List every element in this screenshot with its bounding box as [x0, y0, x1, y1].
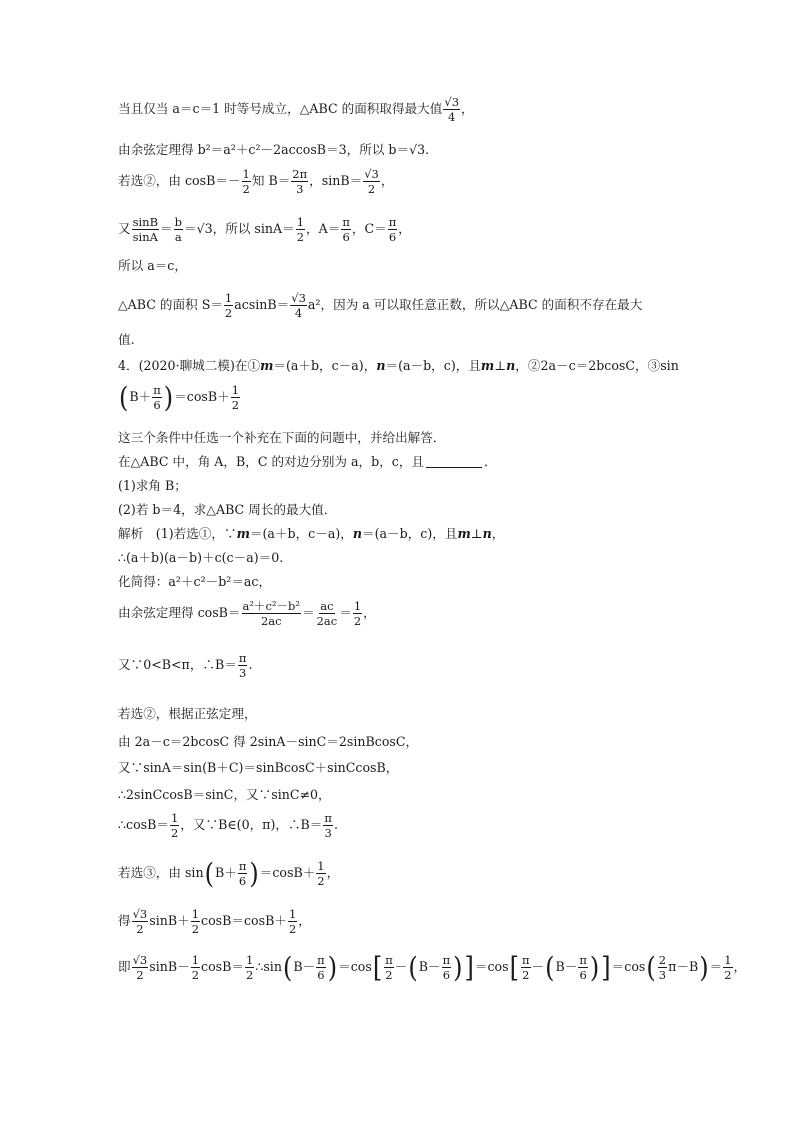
- text-segment: ＝(a－b，c)，且: [385, 358, 481, 373]
- text-segment: ＝: [339, 605, 352, 621]
- fraction-denominator: 2: [224, 306, 233, 321]
- text-segment: ，: [380, 173, 394, 189]
- fraction: [132, 908, 149, 935]
- text-line: [118, 96, 474, 123]
- fraction-numerator: π: [579, 953, 587, 967]
- fraction-numerator: 1: [224, 291, 233, 305]
- text-segment: sinB－: [149, 959, 190, 975]
- text-line: [118, 144, 429, 157]
- text-segment: ＝(a＋b，c－a)，: [249, 526, 353, 541]
- fraction-denominator: 2: [353, 614, 362, 629]
- left-paren: (: [646, 951, 656, 984]
- vector-symbol: n: [506, 358, 516, 373]
- fraction: [578, 954, 588, 981]
- fraction: [242, 168, 251, 195]
- text-segment: ，: [491, 526, 505, 541]
- text-line: [118, 951, 747, 984]
- fraction-numerator: π: [342, 215, 350, 229]
- left-paren: (: [204, 857, 214, 890]
- text-segment: ∴(a＋b)(a－b)＋c(c－a)＝0.: [118, 550, 284, 565]
- fraction: [296, 216, 305, 243]
- text-segment: 4．(2020·聊城二模)在①: [118, 358, 261, 373]
- fraction-numerator: π: [385, 953, 393, 967]
- text-segment: 若选②，由 cosB＝－: [118, 173, 241, 189]
- fraction-denominator: 2: [296, 230, 305, 245]
- left-paren: (: [119, 381, 129, 414]
- text-line: [118, 789, 331, 802]
- fraction-numerator: sinB: [132, 215, 159, 229]
- text-segment: ⊥: [470, 526, 483, 541]
- text-segment: ，: [398, 221, 411, 237]
- text-line: [118, 812, 338, 839]
- fraction: [170, 812, 179, 839]
- fraction-numerator: π: [442, 953, 451, 967]
- text-segment: ，: [363, 605, 376, 621]
- fraction-numerator: π: [388, 215, 397, 229]
- fraction-denominator: 6: [579, 968, 587, 983]
- fraction: [231, 384, 240, 411]
- fraction-denominator: 2: [385, 968, 393, 983]
- text-line: [118, 456, 497, 469]
- fraction-numerator: √3: [132, 907, 148, 921]
- text-segment: 知 B＝: [251, 173, 291, 189]
- text-segment: 又∵sinA＝sin(B＋C)＝sinBcosC＋sinCcosB，: [118, 760, 399, 775]
- left-paren: (: [408, 951, 418, 984]
- fraction: [341, 216, 351, 243]
- text-segment: 由余弦定理得 cosB＝: [118, 605, 241, 621]
- fraction-numerator: ac: [320, 599, 334, 613]
- left-bracket: [: [509, 951, 519, 984]
- text-segment: ，: [461, 101, 474, 117]
- text-segment: ．: [484, 454, 497, 469]
- text-segment: acsinB＝: [234, 297, 290, 313]
- text-segment: 在△ABC 中，角 A，B，C 的对边分别为 a，b，c，且: [118, 454, 425, 469]
- fraction-numerator: 1: [191, 907, 200, 921]
- text-segment: ＝√3，所以 sinA＝: [184, 221, 295, 237]
- fraction-denominator: 2: [317, 874, 325, 889]
- fraction-denominator: 2: [522, 968, 530, 983]
- fraction-denominator: 2: [367, 182, 376, 197]
- fraction-numerator: 2: [658, 953, 667, 967]
- text-line: [118, 528, 504, 541]
- text-segment: ，②2a－c＝2bcosC，③sin: [515, 358, 679, 373]
- fraction-denominator: 6: [442, 968, 451, 983]
- text-line: [118, 504, 336, 517]
- left-paren: (: [545, 951, 555, 984]
- fraction-denominator: 3: [296, 182, 304, 197]
- fraction-denominator: 2: [724, 968, 732, 983]
- fraction-numerator: a²＋c²－b²: [242, 599, 301, 613]
- text-segment: 得: [118, 913, 131, 929]
- fraction-denominator: 3: [658, 968, 667, 983]
- fraction: [191, 908, 200, 935]
- fraction-denominator: 2: [231, 398, 240, 413]
- text-segment: ＝: [160, 221, 173, 237]
- vector-symbol: m: [480, 358, 495, 373]
- fraction: [288, 908, 297, 935]
- right-bracket: ]: [464, 951, 474, 984]
- vector-symbol: n: [376, 358, 386, 373]
- text-segment: 又∵0<B<π，∴B＝: [118, 657, 237, 673]
- text-segment: △ABC 的面积 S＝: [118, 297, 223, 313]
- fraction-denominator: 2: [288, 922, 297, 937]
- fraction: [238, 860, 248, 887]
- text-segment: ，: [298, 913, 311, 929]
- fraction: [363, 168, 380, 195]
- fraction: [316, 954, 326, 981]
- text-segment: ＝cos: [474, 959, 509, 975]
- fraction: [245, 954, 254, 981]
- fraction-denominator: 4: [294, 306, 303, 321]
- text-segment: 由余弦定理得 b²＝a²＋c²－2accosB＝3，所以 b＝√3.: [118, 142, 430, 157]
- fraction-numerator: π: [317, 953, 325, 967]
- fraction-numerator: π: [238, 859, 247, 873]
- text-segment: ，C＝: [351, 221, 387, 237]
- text-segment: 又: [118, 221, 131, 237]
- vector-symbol: m: [236, 526, 250, 541]
- fraction-denominator: 6: [317, 968, 325, 983]
- text-segment: .: [333, 817, 338, 833]
- right-paren: ): [249, 857, 259, 890]
- text-segment: －: [394, 959, 408, 975]
- text-segment: B－: [293, 959, 316, 975]
- text-segment: 所以 a＝c，: [118, 258, 187, 273]
- text-line: [118, 708, 257, 721]
- text-line: [118, 552, 283, 565]
- fraction-denominator: 2ac: [316, 614, 338, 629]
- text-segment: B－: [418, 959, 441, 975]
- fraction-denominator: 6: [388, 230, 397, 245]
- fraction-denominator: 6: [153, 398, 161, 413]
- fraction-numerator: √3: [364, 167, 379, 181]
- fraction-numerator: 1: [288, 907, 297, 921]
- text-line: [118, 168, 393, 195]
- text-segment: ＝cos: [611, 959, 646, 975]
- fraction: [174, 216, 183, 243]
- text-segment: ＝cosB＋: [259, 865, 316, 881]
- fraction-numerator: π: [521, 953, 530, 967]
- text-segment: ∴sin: [255, 959, 282, 975]
- right-paren: ): [453, 951, 463, 984]
- fraction-denominator: 2: [242, 182, 250, 197]
- fraction: [723, 954, 732, 981]
- fraction: [384, 954, 394, 981]
- text-segment: B－: [555, 959, 578, 975]
- fraction-denominator: 2: [170, 826, 179, 841]
- fraction-numerator: 2π: [292, 167, 308, 181]
- right-paren: ): [699, 951, 709, 984]
- text-segment: ＝(a＋b，c－a)，: [273, 358, 377, 373]
- text-line: [118, 762, 398, 775]
- fraction-numerator: 1: [317, 859, 325, 873]
- fraction-denominator: 2: [191, 922, 200, 937]
- fraction: [388, 216, 398, 243]
- fraction: [224, 292, 233, 319]
- text-segment: cosB＝cosB＋: [201, 913, 287, 929]
- fraction: [353, 600, 362, 627]
- fraction-numerator: √3: [291, 291, 306, 305]
- fraction-denominator: 2: [245, 968, 254, 983]
- fraction-denominator: 2: [136, 968, 144, 983]
- text-line: [118, 432, 445, 445]
- text-line: [118, 360, 679, 373]
- fraction-denominator: a: [174, 230, 182, 245]
- fraction: [442, 954, 452, 981]
- fraction-numerator: 1: [724, 953, 732, 967]
- text-line: [118, 381, 241, 414]
- text-segment: cosB＝: [201, 959, 244, 975]
- right-paren: ): [163, 381, 174, 414]
- text-line: [118, 260, 187, 273]
- fraction: [658, 954, 667, 981]
- fraction-numerator: 1: [191, 953, 200, 967]
- text-line: [118, 652, 252, 679]
- fraction-numerator: √3: [444, 95, 460, 109]
- text-segment: ＝cos: [338, 959, 372, 975]
- text-segment: sinB＋: [149, 913, 190, 929]
- text-segment: 若选②，根据正弦定理，: [118, 706, 257, 721]
- fraction-numerator: √3: [132, 953, 148, 967]
- vector-symbol: m: [260, 358, 274, 373]
- text-line: [118, 600, 376, 627]
- fraction-denominator: 6: [238, 874, 247, 889]
- text-segment: ，sinB＝: [309, 173, 363, 189]
- text-line: [118, 216, 411, 243]
- text-segment: (2)若 b＝4，求△ABC 周长的最大值．: [118, 502, 337, 517]
- fraction-numerator: 1: [170, 811, 179, 825]
- text-line: [118, 857, 340, 890]
- text-line: [118, 480, 187, 493]
- fraction: [316, 600, 339, 627]
- fraction-numerator: b: [174, 215, 182, 229]
- fraction: [521, 954, 531, 981]
- fraction: [242, 600, 302, 627]
- fraction: [323, 812, 333, 839]
- fraction-numerator: π: [153, 383, 161, 397]
- fraction-denominator: 2: [136, 922, 144, 937]
- fraction: [132, 954, 149, 981]
- text-segment: 化简得：a²＋c²－b²＝ac，: [118, 574, 272, 589]
- right-bracket: ]: [601, 951, 611, 984]
- text-segment: a²，因为 a 可以取任意正数，所以△ABC 的面积不存在最大: [307, 297, 643, 313]
- fraction: [316, 860, 325, 887]
- fraction-denominator: 6: [342, 230, 350, 245]
- fraction: [443, 96, 460, 123]
- text-segment: ∴2sinCcosB＝sinC，又∵sinC≠0，: [118, 787, 331, 802]
- left-bracket: [: [372, 951, 383, 984]
- text-segment: ＝: [709, 959, 723, 975]
- fraction-denominator: 3: [324, 826, 332, 841]
- vector-symbol: n: [352, 526, 363, 541]
- fraction-numerator: 1: [242, 167, 250, 181]
- fraction: [291, 168, 308, 195]
- fraction: [191, 954, 200, 981]
- fraction-numerator: 1: [231, 383, 240, 397]
- text-line: [118, 576, 271, 589]
- text-segment: .: [248, 657, 253, 673]
- text-segment: B＋: [214, 865, 237, 881]
- fraction-denominator: sinA: [132, 230, 158, 245]
- text-segment: ，: [326, 865, 340, 881]
- fraction-numerator: 1: [245, 953, 254, 967]
- text-segment: 当且仅当 a＝c＝1 时等号成立，△ABC 的面积取得最大值: [118, 101, 443, 117]
- text-line: [118, 292, 642, 319]
- text-segment: 值.: [118, 332, 135, 347]
- text-segment: ＝cosB＋: [174, 389, 230, 405]
- text-segment: 由 2a－c＝2bcosC 得 2sinA－sinC＝2sinBcosC，: [118, 734, 419, 749]
- vector-symbol: n: [482, 526, 492, 541]
- text-segment: ，A＝: [306, 221, 341, 237]
- text-segment: －: [531, 959, 545, 975]
- text-segment: ＝(a－b，c)，且: [362, 526, 458, 541]
- left-paren: (: [282, 951, 293, 984]
- fraction-denominator: 3: [238, 666, 247, 681]
- text-segment: ＝: [302, 605, 315, 621]
- fraction-numerator: π: [238, 651, 247, 665]
- fraction-numerator: 1: [296, 215, 305, 229]
- text-segment: ⊥: [494, 358, 507, 373]
- fraction: [290, 292, 307, 319]
- fraction-denominator: 2ac: [260, 614, 282, 629]
- fraction: [238, 652, 248, 679]
- fraction-numerator: 1: [353, 599, 362, 613]
- text-segment: (1)求角 B；: [118, 478, 187, 493]
- text-line: [118, 908, 311, 935]
- fraction: [152, 384, 162, 411]
- text-segment: ，又∵B∈(0，π)，∴B＝: [180, 817, 323, 833]
- fraction-denominator: 4: [448, 110, 456, 125]
- answer-blank[interactable]: [426, 456, 482, 468]
- right-paren: ): [589, 951, 600, 984]
- text-segment: 这三个条件中任选一个补充在下面的问题中，并给出解答．: [118, 430, 446, 445]
- fraction-numerator: π: [324, 811, 332, 825]
- fraction-denominator: 2: [191, 968, 200, 983]
- text-segment: 解析 (1)若选①，∵: [118, 526, 237, 541]
- text-line: [118, 736, 418, 749]
- vector-symbol: m: [457, 526, 471, 541]
- text-line: [118, 334, 135, 347]
- right-paren: ): [327, 951, 338, 984]
- text-segment: π－B: [668, 959, 699, 975]
- text-segment: 若选③，由 sin: [118, 865, 204, 881]
- fraction: [132, 216, 159, 243]
- text-segment: B＋: [129, 389, 152, 405]
- text-segment: ∴cosB＝: [118, 817, 169, 833]
- text-segment: ，: [733, 959, 747, 975]
- text-segment: 即: [118, 959, 131, 975]
